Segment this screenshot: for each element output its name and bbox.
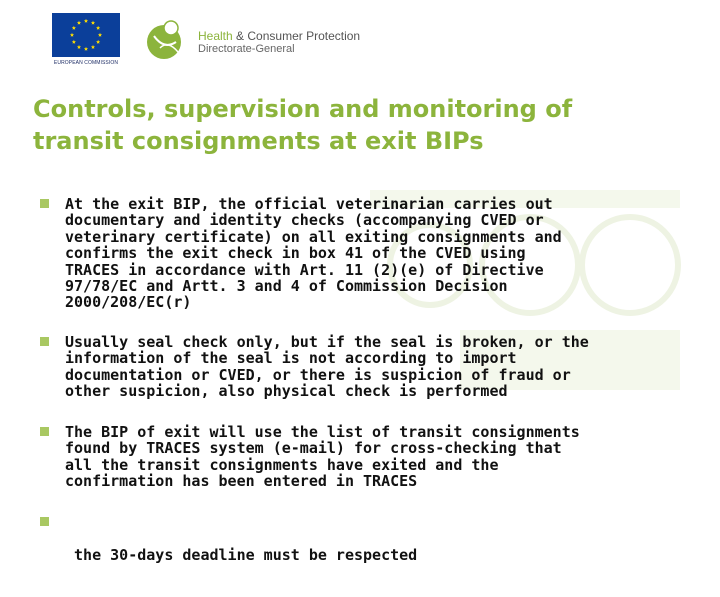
eu-star (91, 21, 95, 25)
bullet-square-icon (40, 517, 49, 526)
bullet-line: At the exit BIP, the official veterinarian carries out (65, 195, 553, 213)
eu-star (96, 40, 100, 44)
eu-star (98, 33, 102, 37)
dg-health-consumer-logo (146, 16, 361, 62)
dg-name-initial: H (198, 29, 207, 43)
bullet-line: TRACES in accordance with Art. 11 (2)(e) of Directive (65, 260, 544, 279)
eu-star (77, 45, 81, 49)
bullet-line: other suspicion, also physical check is performed (65, 382, 508, 401)
eu-star (72, 40, 76, 44)
eu-star (70, 33, 74, 37)
bullet-text (65, 514, 640, 596)
bullet-line: documentation or CVED, or there is suspicion of fraud or (65, 365, 571, 384)
eu-star (77, 21, 81, 25)
bullet-text (65, 334, 640, 400)
slide-title-line-2: transit consignments at exit BIPs (33, 127, 484, 155)
bullet-square-icon (40, 337, 49, 346)
bullet-line: The BIP of exit will use the list of transit consignments (65, 423, 580, 441)
dg-name-prefix: ealth (206, 29, 233, 43)
dg-name-rest: & Consumer Protection (236, 29, 361, 43)
bullet-square-icon (40, 427, 49, 436)
eu-caption: EUROPEAN COMMISSION (53, 60, 119, 66)
bullet-line: found by TRACES system (e-mail) for cross-checking that (65, 439, 562, 458)
bullet-line: confirms the exit check in box 41 of the CVED using (65, 244, 526, 263)
slide-title-line-1: Controls, supervision and monitoring of (33, 95, 573, 123)
bullet-line: veterinary certificate) on all exiting consignments and (65, 227, 562, 246)
bullet-line: information of the seal is not according to import (65, 349, 517, 368)
bullet-line: 97/78/EC and Artt. 3 and 4 of Commission Decision (65, 277, 508, 296)
dg-name (198, 30, 360, 43)
bullet-square-icon (40, 199, 49, 208)
bullet-line: confirmation has been entered in TRACES (65, 472, 418, 491)
european-commission-logo (52, 13, 120, 66)
eu-star (84, 47, 88, 51)
eu-star (72, 26, 76, 30)
eu-star (84, 19, 88, 23)
bullet-line: the 30-days deadline must be respected (65, 545, 418, 564)
bullet-text (65, 424, 640, 490)
bullet-line: all the transit consignments have exited and the (65, 455, 499, 474)
dg-emblem-icon (146, 16, 200, 62)
bullet-text (65, 196, 640, 311)
eu-flag-icon (52, 13, 120, 57)
bullet-line: documentary and identity checks (accompanying CVED or (65, 211, 544, 230)
eu-star (91, 45, 95, 49)
eu-star (96, 26, 100, 30)
bullet-line: Usually seal check only, but if the seal is broken, or the (65, 333, 589, 351)
bullet-line: 2000/208/EC(r) (65, 293, 192, 312)
dg-subtitle: Directorate-General (198, 43, 295, 55)
slide-title (33, 93, 693, 157)
